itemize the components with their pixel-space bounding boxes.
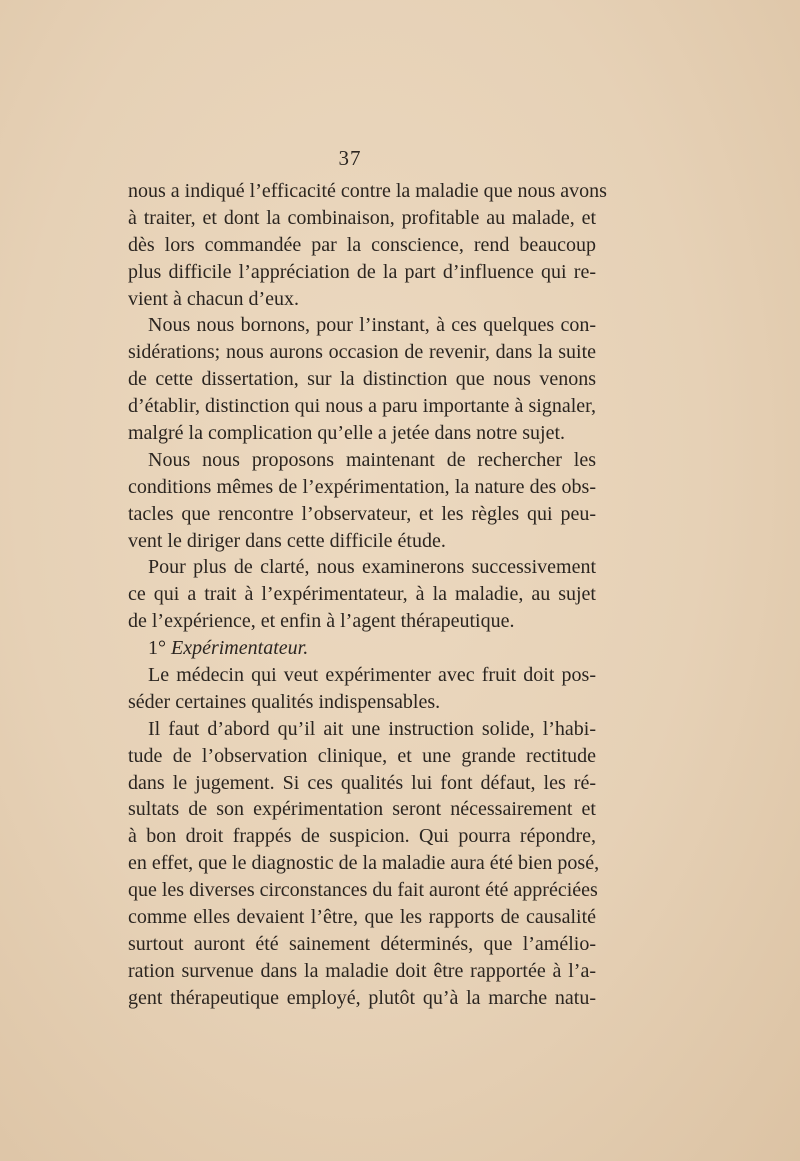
text-line: ration survenue dans la maladie doit être rapportée à l’a-	[128, 959, 596, 982]
text-line: tacles que rencontre l’observateur, et les règles qui peu-	[128, 502, 596, 525]
text-line: d’établir, distinction qui nous a paru importante à signaler,	[128, 395, 596, 418]
text-line: dans le jugement. Si ces qualités lui font défaut, les ré-	[128, 771, 596, 794]
text-line: nous a indiqué l’efficacité contre la maladie que nous avons	[128, 180, 607, 202]
text-line: Pour plus de clarté, nous examinerons successivement	[148, 556, 596, 579]
text-line: de cette dissertation, sur la distinction que nous venons	[128, 368, 596, 391]
section-heading	[128, 635, 596, 662]
text-line: en effet, que le diagnostic de la maladie aura été bien posé,	[128, 852, 600, 875]
body-text	[128, 178, 607, 1012]
text-line: plus difficile l’appréciation de la part d’influence qui re-	[128, 260, 596, 283]
text-line: que les diverses circonstances du fait auront été appréciées	[128, 879, 598, 902]
text-line: à bon droit frappés de suspicion. Qui pourra répondre,	[128, 825, 596, 848]
section-number: 1°	[148, 637, 166, 660]
text-line: conditions mêmes de l’expérimentation, la nature des obs-	[128, 475, 596, 498]
text-line: ce qui a trait à l’expérimentateur, à la maladie, au sujet	[128, 583, 596, 606]
text-line: dès lors commandée par la conscience, rend beaucoup	[128, 233, 596, 256]
text-line: séder certaines qualités indispensables.	[128, 690, 441, 713]
text-line: sultats de son expérimentation seront nécessairement et	[128, 798, 596, 821]
text-line: Il faut d’abord qu’il ait une instruction solide, l’habi-	[148, 717, 596, 740]
text-line: Nous nous proposons maintenant de rechercher les	[148, 448, 596, 471]
text-line: Le médecin qui veut expérimenter avec fruit doit pos-	[148, 664, 596, 687]
section-title: Expérimentateur.	[171, 637, 309, 660]
text-line: comme elles devaient l’être, que les rapports de causalité	[128, 906, 596, 929]
text-line: malgré la complication qu’elle a jetée dans notre sujet.	[128, 422, 566, 445]
text-line: surtout auront été sainement déterminés, que l’amélio-	[128, 932, 596, 955]
text-line: tude de l’observation clinique, et une grande rectitude	[128, 744, 596, 767]
text-line: à traiter, et dont la combinaison, profitable au malade, et	[128, 206, 596, 229]
text-line: vient à chacun d’eux.	[128, 287, 300, 310]
text-line: gent thérapeutique employé, plutôt qu’à la marche natu-	[128, 986, 596, 1009]
text-line: vent le diriger dans cette difficile étude.	[128, 529, 446, 552]
text-line: Nous nous bornons, pour l’instant, à ces quelques con-	[148, 314, 596, 337]
page-number: 37	[338, 146, 362, 170]
text-line: de l’expérience, et enfin à l’agent thérapeutique.	[128, 610, 515, 633]
text-line: sidérations; nous aurons occasion de revenir, dans la suite	[128, 341, 596, 364]
